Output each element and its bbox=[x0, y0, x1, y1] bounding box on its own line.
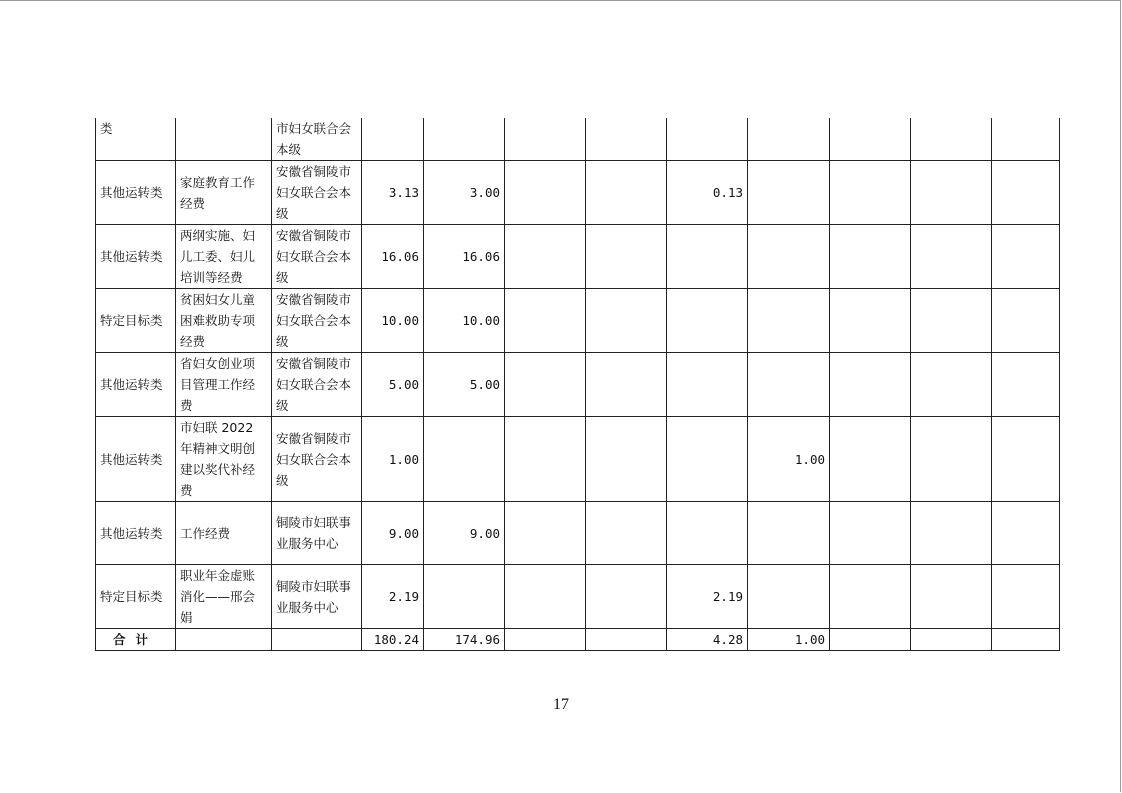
table-row bbox=[96, 353, 1060, 417]
cell-item bbox=[176, 118, 272, 161]
cell-col10 bbox=[830, 161, 911, 225]
cell-col11 bbox=[911, 353, 992, 417]
cell-col9 bbox=[748, 118, 830, 161]
cell-col6 bbox=[505, 629, 586, 651]
table-row bbox=[96, 565, 1060, 629]
cell-col12 bbox=[992, 225, 1060, 289]
cell-col8 bbox=[667, 225, 748, 289]
cell-basic: 16.06 bbox=[424, 225, 505, 289]
cell-total: 16.06 bbox=[362, 225, 424, 289]
cell-col11 bbox=[911, 565, 992, 629]
cell-category: 其他运转类 bbox=[96, 353, 176, 417]
page-number: 17 bbox=[553, 696, 569, 713]
cell-col8 bbox=[667, 118, 748, 161]
cell-category: 其他运转类 bbox=[96, 502, 176, 565]
table-row bbox=[96, 161, 1060, 225]
cell-col6 bbox=[505, 502, 586, 565]
cell-col8 bbox=[667, 502, 748, 565]
cell-col9 bbox=[748, 225, 830, 289]
cell-col11 bbox=[911, 118, 992, 161]
table-row bbox=[96, 225, 1060, 289]
cell-col10 bbox=[830, 353, 911, 417]
cell-col9: 1.00 bbox=[748, 629, 830, 651]
cell-total: 9.00 bbox=[362, 502, 424, 565]
cell-col6 bbox=[505, 225, 586, 289]
cell-item: 家庭教育工作经费 bbox=[176, 161, 272, 225]
cell-col10 bbox=[830, 502, 911, 565]
cell-total: 5.00 bbox=[362, 353, 424, 417]
cell-basic: 10.00 bbox=[424, 289, 505, 353]
cell-col8 bbox=[667, 289, 748, 353]
cell-col10 bbox=[830, 629, 911, 651]
cell-category: 其他运转类 bbox=[96, 161, 176, 225]
cell-col7 bbox=[586, 225, 667, 289]
cell-basic: 174.96 bbox=[424, 629, 505, 651]
cell-col12 bbox=[992, 629, 1060, 651]
cell-col8: 2.19 bbox=[667, 565, 748, 629]
cell-unit: 市妇女联合会本级 bbox=[272, 118, 362, 161]
cell-unit bbox=[272, 629, 362, 651]
cell-col9: 1.00 bbox=[748, 417, 830, 502]
cell-col11 bbox=[911, 225, 992, 289]
total-row bbox=[96, 629, 1060, 651]
cell-item: 两纲实施、妇儿工委、妇儿培训等经费 bbox=[176, 225, 272, 289]
cell-total bbox=[362, 118, 424, 161]
cell-col12 bbox=[992, 417, 1060, 502]
cell-basic bbox=[424, 565, 505, 629]
cell-col9 bbox=[748, 161, 830, 225]
cell-col7 bbox=[586, 353, 667, 417]
cell-col11 bbox=[911, 289, 992, 353]
cell-col12 bbox=[992, 565, 1060, 629]
table-row bbox=[96, 502, 1060, 565]
cell-total: 2.19 bbox=[362, 565, 424, 629]
cell-col8 bbox=[667, 417, 748, 502]
cell-item bbox=[176, 629, 272, 651]
cell-col10 bbox=[830, 289, 911, 353]
cell-col7 bbox=[586, 629, 667, 651]
cell-unit: 安徽省铜陵市妇女联合会本级 bbox=[272, 161, 362, 225]
cell-category: 类 bbox=[96, 118, 176, 161]
cell-col7 bbox=[586, 417, 667, 502]
cell-col12 bbox=[992, 353, 1060, 417]
cell-col10 bbox=[830, 417, 911, 502]
budget-table bbox=[95, 118, 1060, 651]
cell-basic: 5.00 bbox=[424, 353, 505, 417]
cell-col6 bbox=[505, 353, 586, 417]
cell-col7 bbox=[586, 289, 667, 353]
cell-col9 bbox=[748, 289, 830, 353]
cell-unit: 安徽省铜陵市妇女联合会本级 bbox=[272, 225, 362, 289]
cell-col8 bbox=[667, 353, 748, 417]
cell-item: 省妇女创业项目管理工作经费 bbox=[176, 353, 272, 417]
cell-unit: 安徽省铜陵市妇女联合会本级 bbox=[272, 353, 362, 417]
cell-basic: 3.00 bbox=[424, 161, 505, 225]
cell-col7 bbox=[586, 502, 667, 565]
table-row bbox=[96, 417, 1060, 502]
cell-col6 bbox=[505, 118, 586, 161]
cell-total: 180.24 bbox=[362, 629, 424, 651]
table-row bbox=[96, 289, 1060, 353]
cell-col11 bbox=[911, 161, 992, 225]
total-label: 合计 bbox=[96, 629, 176, 651]
cell-col9 bbox=[748, 502, 830, 565]
table-body bbox=[96, 118, 1060, 651]
cell-col8: 4.28 bbox=[667, 629, 748, 651]
cell-col7 bbox=[586, 118, 667, 161]
cell-unit: 铜陵市妇联事业服务中心 bbox=[272, 502, 362, 565]
cell-basic bbox=[424, 118, 505, 161]
cell-col9 bbox=[748, 565, 830, 629]
cell-unit: 安徽省铜陵市妇女联合会本级 bbox=[272, 417, 362, 502]
cell-basic bbox=[424, 417, 505, 502]
cell-item: 贫困妇女儿童困难救助专项经费 bbox=[176, 289, 272, 353]
cell-item: 市妇联 2022 年精神文明创建以奖代补经费 bbox=[176, 417, 272, 502]
cell-basic: 9.00 bbox=[424, 502, 505, 565]
cell-col11 bbox=[911, 629, 992, 651]
cell-col10 bbox=[830, 225, 911, 289]
cell-category: 特定目标类 bbox=[96, 289, 176, 353]
cell-item: 工作经费 bbox=[176, 502, 272, 565]
cell-col12 bbox=[992, 118, 1060, 161]
cell-item: 职业年金虚账消化——邢会娟 bbox=[176, 565, 272, 629]
cell-col6 bbox=[505, 289, 586, 353]
cell-col11 bbox=[911, 502, 992, 565]
cell-col12 bbox=[992, 161, 1060, 225]
cell-col6 bbox=[505, 161, 586, 225]
cell-total: 1.00 bbox=[362, 417, 424, 502]
cell-col12 bbox=[992, 502, 1060, 565]
cell-unit: 铜陵市妇联事业服务中心 bbox=[272, 565, 362, 629]
cell-category: 其他运转类 bbox=[96, 225, 176, 289]
cell-total: 10.00 bbox=[362, 289, 424, 353]
cell-col6 bbox=[505, 417, 586, 502]
cell-category: 特定目标类 bbox=[96, 565, 176, 629]
cell-col10 bbox=[830, 118, 911, 161]
cell-col7 bbox=[586, 161, 667, 225]
cell-col7 bbox=[586, 565, 667, 629]
cell-col6 bbox=[505, 565, 586, 629]
cell-col9 bbox=[748, 353, 830, 417]
cell-unit: 安徽省铜陵市妇女联合会本级 bbox=[272, 289, 362, 353]
cell-total: 3.13 bbox=[362, 161, 424, 225]
cell-col11 bbox=[911, 417, 992, 502]
cell-category: 其他运转类 bbox=[96, 417, 176, 502]
table-row bbox=[96, 118, 1060, 161]
cell-col10 bbox=[830, 565, 911, 629]
cell-col8: 0.13 bbox=[667, 161, 748, 225]
cell-col12 bbox=[992, 289, 1060, 353]
